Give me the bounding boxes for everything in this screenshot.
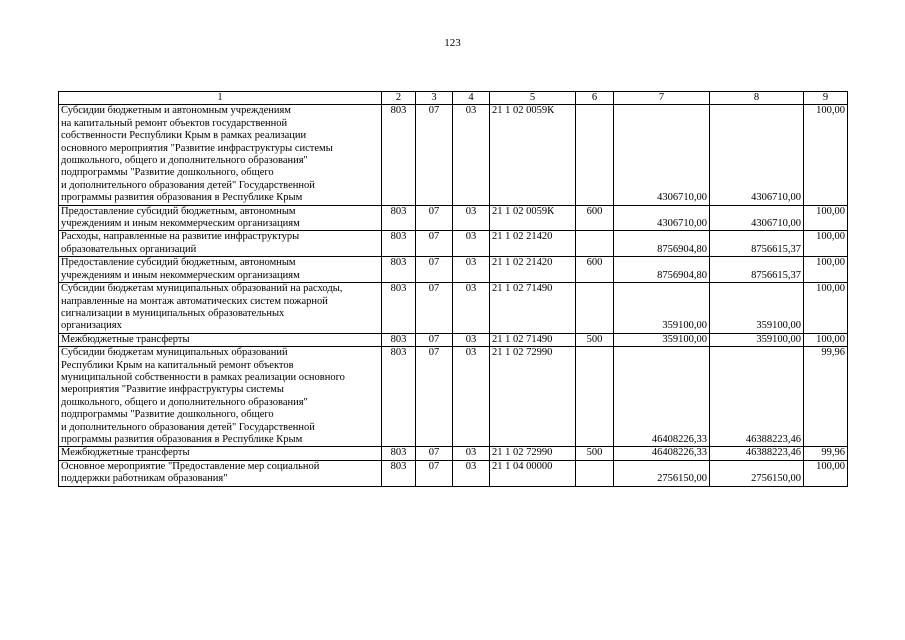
row-description: Основное мероприятие "Предоставление мер социальной поддержки работникам образования" [59, 460, 382, 486]
subsection-code: 03 [453, 283, 490, 334]
ministry-code: 803 [382, 347, 416, 447]
table-row [59, 105, 848, 205]
section-code: 07 [416, 257, 453, 283]
target-article-code: 21 1 02 0059К [490, 205, 576, 231]
ministry-code: 803 [382, 105, 416, 205]
section-code: 07 [416, 231, 453, 257]
section-code: 07 [416, 460, 453, 486]
expense-type-code: 500 [576, 447, 614, 460]
planned-amount: 2756150,00 [614, 460, 710, 486]
ministry-code: 803 [382, 460, 416, 486]
target-article-code: 21 1 02 21420 [490, 231, 576, 257]
expense-type-code [576, 105, 614, 205]
planned-amount: 46408226,33 [614, 347, 710, 447]
planned-amount: 359100,00 [614, 333, 710, 346]
planned-amount: 359100,00 [614, 283, 710, 334]
execution-percent: 100,00 [804, 460, 848, 486]
subsection-code: 03 [453, 333, 490, 346]
column-header: 1 [59, 92, 382, 105]
column-header: 9 [804, 92, 848, 105]
table-row [59, 231, 848, 257]
table-row [59, 257, 848, 283]
row-description: Межбюджетные трансферты [59, 333, 382, 346]
ministry-code: 803 [382, 333, 416, 346]
column-header: 6 [576, 92, 614, 105]
executed-amount: 359100,00 [710, 333, 804, 346]
execution-percent: 100,00 [804, 283, 848, 334]
row-description: Межбюджетные трансферты [59, 447, 382, 460]
budget-table [58, 91, 848, 487]
table-row [59, 460, 848, 486]
section-code: 07 [416, 205, 453, 231]
subsection-code: 03 [453, 257, 490, 283]
subsection-code: 03 [453, 205, 490, 231]
executed-amount: 8756615,37 [710, 231, 804, 257]
section-code: 07 [416, 347, 453, 447]
row-description: Предоставление субсидий бюджетным, автономным учреждениям и иным некоммерческим организациям [59, 257, 382, 283]
target-article-code: 21 1 02 72990 [490, 347, 576, 447]
expense-type-code [576, 283, 614, 334]
table-row [59, 333, 848, 346]
section-code: 07 [416, 447, 453, 460]
expense-type-code: 600 [576, 205, 614, 231]
target-article-code: 21 1 02 71490 [490, 283, 576, 334]
expense-type-code [576, 460, 614, 486]
executed-amount: 4306710,00 [710, 205, 804, 231]
planned-amount: 46408226,33 [614, 447, 710, 460]
expense-type-code: 600 [576, 257, 614, 283]
ministry-code: 803 [382, 447, 416, 460]
planned-amount: 4306710,00 [614, 205, 710, 231]
target-article-code: 21 1 02 0059К [490, 105, 576, 205]
subsection-code: 03 [453, 347, 490, 447]
table-header-row [59, 92, 848, 105]
target-article-code: 21 1 02 21420 [490, 257, 576, 283]
row-description: Субсидии бюджетам муниципальных образований Республики Крым на капитальный ремонт объектов муниципальной собственности в рамках реализации основного мероприятия "Развитие инфраструктуры системы дошкольного, общего и дополнительного образования" подпрограммы "Развитие дошкольного, общего и дополнительного образования детей" Государственной программы развития образования в Республике Крым [59, 347, 382, 447]
column-header: 8 [710, 92, 804, 105]
executed-amount: 359100,00 [710, 283, 804, 334]
ministry-code: 803 [382, 205, 416, 231]
column-header: 5 [490, 92, 576, 105]
ministry-code: 803 [382, 257, 416, 283]
section-code: 07 [416, 105, 453, 205]
column-header: 4 [453, 92, 490, 105]
execution-percent: 100,00 [804, 257, 848, 283]
planned-amount: 4306710,00 [614, 105, 710, 205]
expense-type-code [576, 347, 614, 447]
expense-type-code [576, 231, 614, 257]
section-code: 07 [416, 333, 453, 346]
executed-amount: 46388223,46 [710, 347, 804, 447]
execution-percent: 100,00 [804, 333, 848, 346]
execution-percent: 99,96 [804, 447, 848, 460]
column-header: 7 [614, 92, 710, 105]
executed-amount: 46388223,46 [710, 447, 804, 460]
row-description: Предоставление субсидий бюджетным, автономным учреждениям и иным некоммерческим организациям [59, 205, 382, 231]
executed-amount: 2756150,00 [710, 460, 804, 486]
row-description: Субсидии бюджетам муниципальных образований на расходы, направленные на монтаж автоматических систем пожарной сигнализации в муниципальных образовательных организациях [59, 283, 382, 334]
execution-percent: 100,00 [804, 231, 848, 257]
column-header: 3 [416, 92, 453, 105]
target-article-code: 21 1 04 00000 [490, 460, 576, 486]
executed-amount: 4306710,00 [710, 105, 804, 205]
execution-percent: 100,00 [804, 205, 848, 231]
executed-amount: 8756615,37 [710, 257, 804, 283]
subsection-code: 03 [453, 460, 490, 486]
column-header: 2 [382, 92, 416, 105]
row-description: Расходы, направленные на развитие инфраструктуры образовательных организаций [59, 231, 382, 257]
expense-type-code: 500 [576, 333, 614, 346]
table-row [59, 447, 848, 460]
subsection-code: 03 [453, 105, 490, 205]
row-description: Субсидии бюджетным и автономным учреждениям на капитальный ремонт объектов государственной собственности Республики Крым в рамках реализации основного мероприятия "Развитие инфраструктуры системы дошкольного, общего и дополнительного образования" подпрограммы "Развитие дошкольного, общего и дополнительного образования детей" Государственной программы развития образования в Республике Крым [59, 105, 382, 205]
execution-percent: 99,96 [804, 347, 848, 447]
ministry-code: 803 [382, 231, 416, 257]
subsection-code: 03 [453, 447, 490, 460]
table-row [59, 283, 848, 334]
table-row [59, 205, 848, 231]
section-code: 07 [416, 283, 453, 334]
planned-amount: 8756904,80 [614, 257, 710, 283]
target-article-code: 21 1 02 72990 [490, 447, 576, 460]
execution-percent: 100,00 [804, 105, 848, 205]
planned-amount: 8756904,80 [614, 231, 710, 257]
target-article-code: 21 1 02 71490 [490, 333, 576, 346]
ministry-code: 803 [382, 283, 416, 334]
subsection-code: 03 [453, 231, 490, 257]
page-number: 123 [444, 37, 461, 49]
table-row [59, 347, 848, 447]
